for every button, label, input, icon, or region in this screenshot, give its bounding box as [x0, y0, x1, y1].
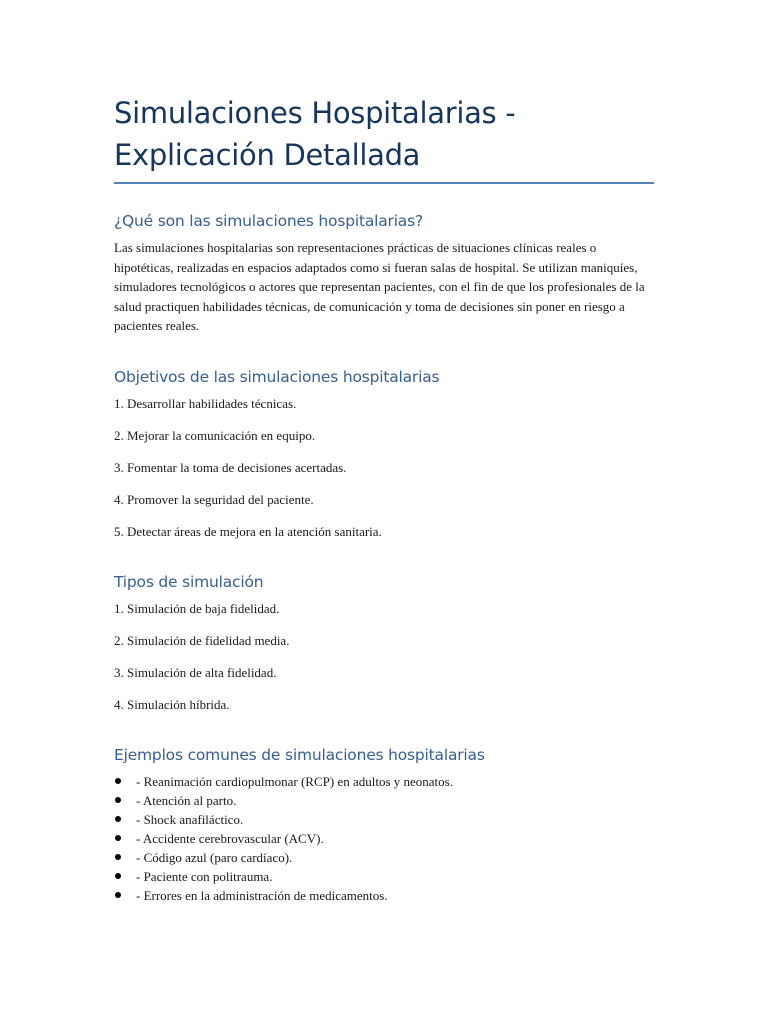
- objective-item: 5. Detectar áreas de mejora en la atención sanitaria.: [114, 523, 382, 539]
- type-item: 3. Simulación de alta fidelidad.: [114, 664, 277, 680]
- example-item: [114, 867, 654, 886]
- objective-item: 3. Fomentar la toma de decisiones acertadas.: [114, 459, 347, 475]
- objective-item: 4. Promover la seguridad del paciente.: [114, 491, 314, 507]
- bullet-icon: [115, 854, 121, 860]
- example-item: [114, 791, 654, 810]
- bullet-icon: [115, 835, 121, 841]
- example-item: [114, 829, 654, 848]
- types-heading: Tipos de simulación: [114, 572, 264, 591]
- types-list: [114, 599, 654, 714]
- examples-heading: Ejemplos comunes de simulaciones hospitalarias: [114, 745, 485, 764]
- example-item: [114, 772, 654, 791]
- objectives-list: [114, 394, 654, 541]
- example-item: [114, 848, 654, 867]
- example-text: - Shock anafiláctico.: [136, 811, 244, 827]
- type-item: 2. Simulación de fidelidad media.: [114, 632, 290, 648]
- objectives-heading: Objetivos de las simulaciones hospitalarias: [114, 367, 440, 386]
- objective-item: 1. Desarrollar habilidades técnicas.: [114, 395, 297, 411]
- intro-heading: ¿Qué son las simulaciones hospitalarias?: [114, 212, 424, 230]
- objective-item: 2. Mejorar la comunicación en equipo.: [114, 427, 316, 443]
- intro-paragraph: Las simulaciones hospitalarias son representaciones prácticas de situaciones clínicas reales o hipotéticas, realizadas en espacios adaptados como si fueran salas de hospital. Se utilizan maniquíes, simuladores tecnológicos o actores que representan pacientes, con el fin de que los profesionales de la salud practiquen habilidades técnicas, de comunicación y toma de decisiones sin poner en riesgo a pacientes reales.: [114, 240, 645, 333]
- title-underline: [114, 182, 654, 184]
- bullet-icon: [115, 816, 121, 822]
- document-title: Simulaciones Hospitalarias - Explicación Detallada: [114, 96, 516, 172]
- bullet-icon: [115, 892, 121, 898]
- intro-section: [114, 210, 654, 336]
- examples-list: [114, 772, 654, 905]
- type-item: 4. Simulación híbrida.: [114, 696, 230, 712]
- example-item: [114, 886, 654, 905]
- examples-section: [114, 744, 654, 905]
- example-text: - Reanimación cardiopulmonar (RCP) en adultos y neonatos.: [136, 773, 453, 789]
- example-text: - Atención al parto.: [136, 792, 237, 808]
- example-text: - Paciente con politrauma.: [136, 868, 273, 884]
- example-text: - Código azul (paro cardíaco).: [136, 849, 293, 865]
- types-section: [114, 571, 654, 714]
- bullet-icon: [115, 873, 121, 879]
- example-text: - Errores en la administración de medicamentos.: [136, 887, 388, 903]
- objectives-section: [114, 366, 654, 541]
- example-item: [114, 810, 654, 829]
- bullet-icon: [115, 778, 121, 784]
- example-text: - Accidente cerebrovascular (ACV).: [136, 830, 324, 846]
- type-item: 1. Simulación de baja fidelidad.: [114, 600, 280, 616]
- bullet-icon: [115, 797, 121, 803]
